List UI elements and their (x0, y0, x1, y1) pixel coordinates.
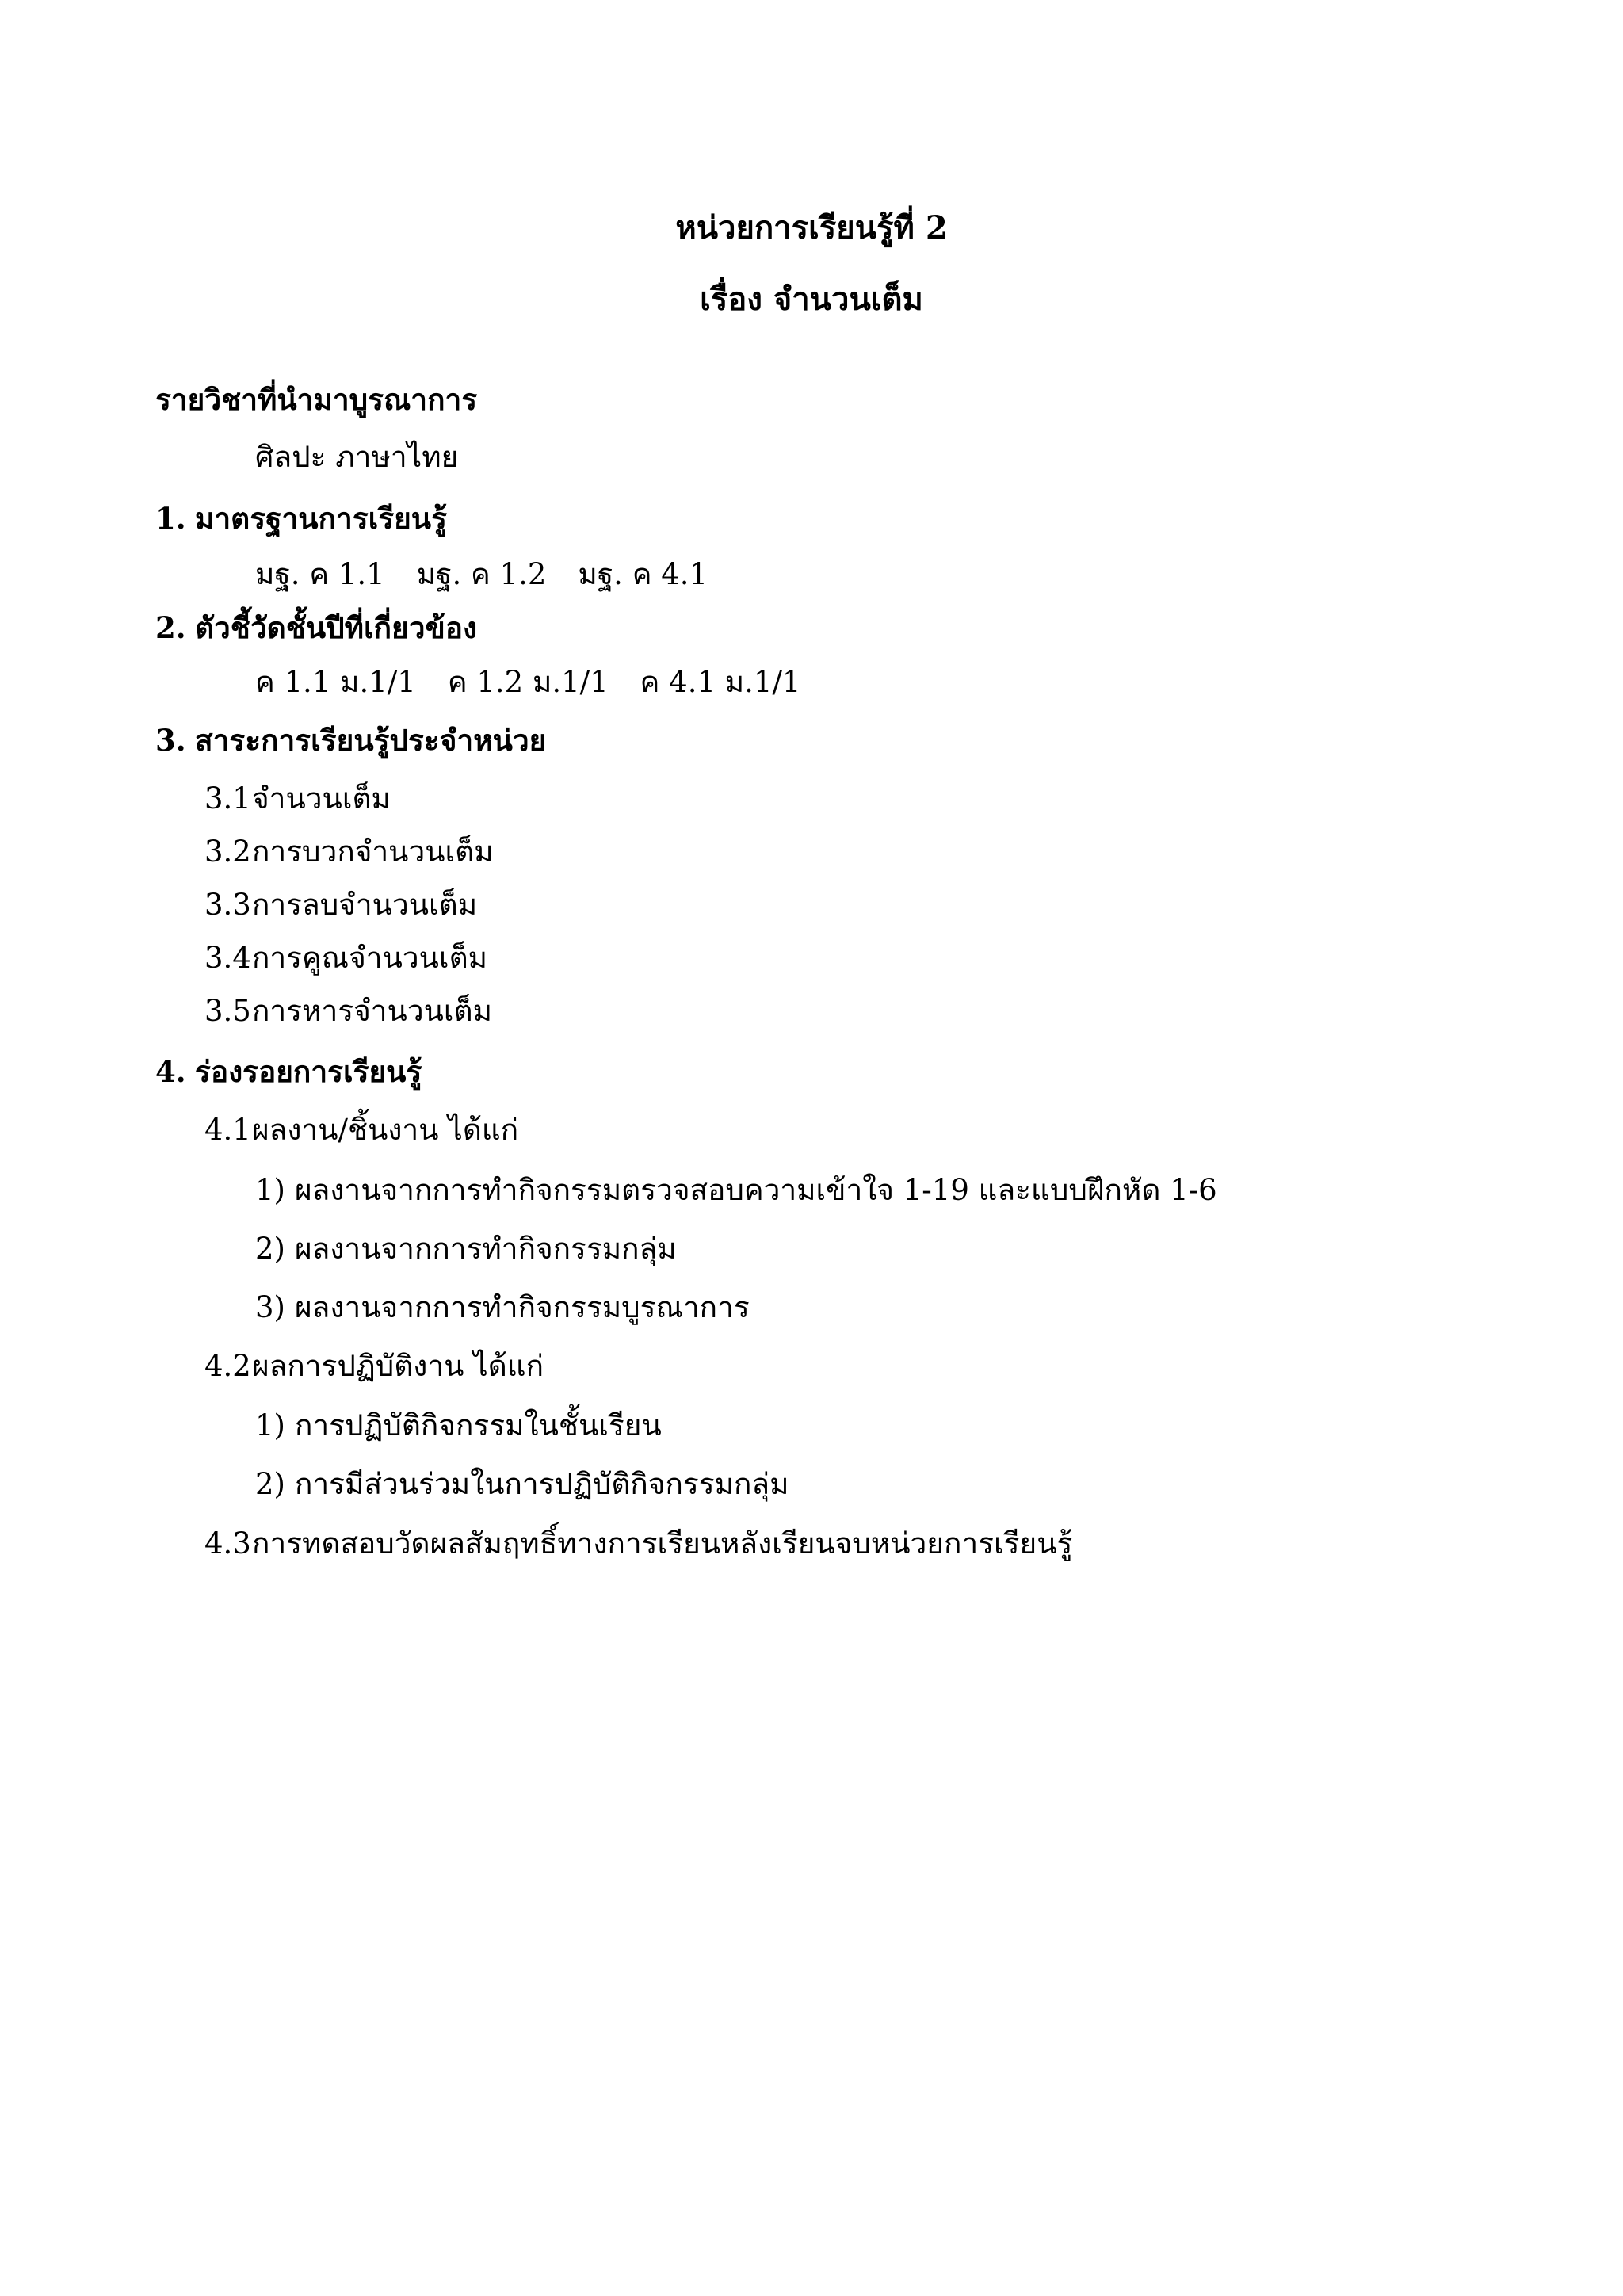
standard-item: มฐ. ค 1.1 (255, 557, 385, 591)
list-item: 3.3การลบจำนวนเต็ม (204, 888, 478, 922)
indicator-item: ค 1.1 ม.1/1 (255, 665, 416, 699)
integrated-subjects-value: ศิลปะ ภาษาไทย (255, 440, 459, 474)
subsection-4-2: 4.2ผลการปฏิบัติงาน ได้แก่ (204, 1349, 544, 1383)
section-title: ร่องรอยการเรียนรู้ (195, 1054, 422, 1089)
indicator-item: ค 4.1 ม.1/1 (640, 665, 801, 699)
section-title: สาระการเรียนรู้ประจำหน่วย (195, 723, 547, 758)
unit-title: หน่วยการเรียนรู้ที่ 2 (675, 209, 948, 246)
section-4-heading (155, 1049, 422, 1094)
section-number: 1. (155, 501, 186, 536)
integrated-subjects-heading: รายวิชาที่นำมาบูรณาการ (155, 382, 478, 417)
section-2-heading (155, 606, 477, 650)
list-item: 3.2การบวกจำนวนเต็ม (204, 835, 494, 869)
section-1-heading (155, 496, 447, 541)
list-item: 2) ผลงานจากการทำกิจกรรมกลุ่ม (255, 1232, 677, 1266)
learning-standards (255, 552, 708, 597)
list-item: 2) การมีส่วนร่วมในการปฏิบัติกิจกรรมกลุ่ม (255, 1467, 789, 1501)
standard-item: มฐ. ค 1.2 (416, 557, 547, 591)
subsection-4-1: 4.1ผลงาน/ชิ้นงาน ได้แก่ (204, 1113, 519, 1147)
section-title: มาตรฐานการเรียนรู้ (195, 501, 447, 536)
list-item: 3.4การคูณจำนวนเต็ม (204, 941, 488, 975)
indicators (255, 660, 800, 705)
subsection-4-3: 4.3การทดสอบวัดผลสัมฤทธิ์ทางการเรียนหลังเรียนจบหน่วยการเรียนรู้ (204, 1526, 1073, 1561)
section-number: 3. (155, 723, 186, 758)
list-item: 1) ผลงานจากการทำกิจกรรมตรวจสอบความเข้าใจ 1-19 และแบบฝึกหัด 1-6 (255, 1173, 1217, 1207)
list-item: 3.1จำนวนเต็ม (204, 781, 391, 816)
section-3-heading (155, 718, 546, 762)
list-item: 3.5การหารจำนวนเต็ม (204, 994, 492, 1028)
unit-subtitle: เรื่อง จำนวนเต็ม (700, 281, 923, 318)
list-item: 1) การปฏิบัติกิจกรรมในชั้นเรียน (255, 1408, 662, 1442)
section-number: 2. (155, 610, 186, 645)
list-item: 3) ผลงานจากการทำกิจกรรมบูรณาการ (255, 1290, 750, 1324)
standard-item: มฐ. ค 4.1 (578, 557, 708, 591)
section-title: ตัวชี้วัดชั้นปีที่เกี่ยวข้อง (195, 610, 478, 645)
section-number: 4. (155, 1054, 186, 1089)
indicator-item: ค 1.2 ม.1/1 (447, 665, 609, 699)
